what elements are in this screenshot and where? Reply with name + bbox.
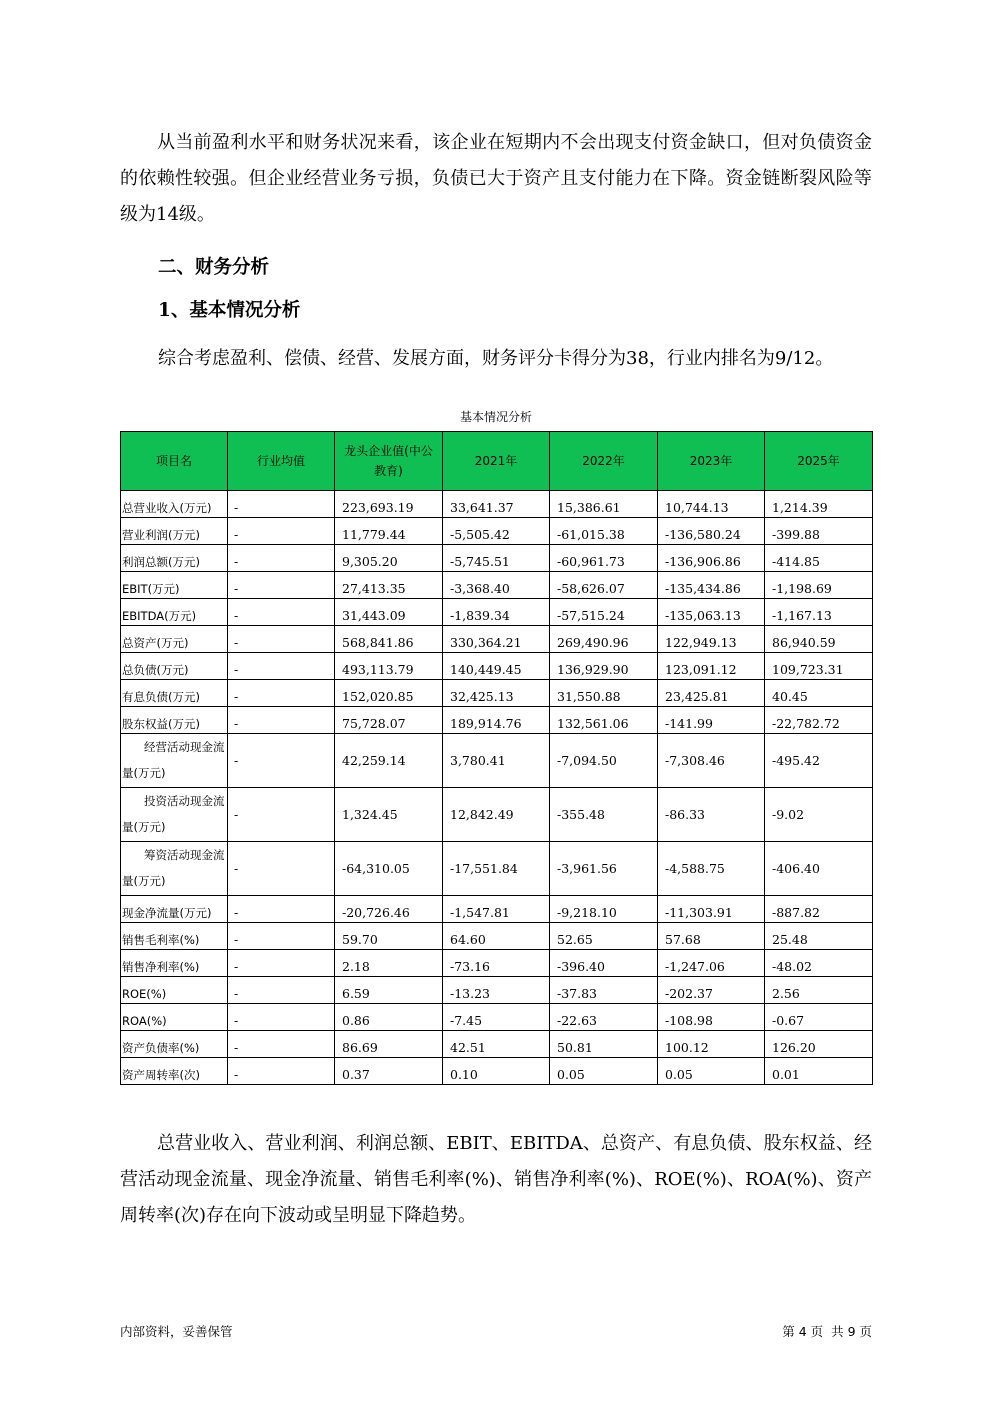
row-leader-value: 31,443.09 [335, 599, 443, 626]
row-industry-avg: - [228, 599, 335, 626]
row-2022: -7,094.50 [550, 734, 658, 788]
table-row [121, 1031, 873, 1058]
row-2025: -1,167.13 [765, 599, 873, 626]
row-2023: 57.68 [658, 923, 765, 950]
row-industry-avg: - [228, 788, 335, 842]
row-2025: 86,940.59 [765, 626, 873, 653]
row-2021: -17,551.84 [443, 842, 550, 896]
row-industry-avg: - [228, 842, 335, 896]
row-2023: -202.37 [658, 977, 765, 1004]
row-2025: 25.48 [765, 923, 873, 950]
row-2022: -60,961.73 [550, 545, 658, 572]
table-header-row [121, 432, 873, 491]
table-row [121, 950, 873, 977]
row-2023: -141.99 [658, 707, 765, 734]
row-2025: -48.02 [765, 950, 873, 977]
row-name: 股东权益(万元) [121, 707, 228, 734]
row-leader-value: 2.18 [335, 950, 443, 977]
row-2021: -3,368.40 [443, 572, 550, 599]
row-2025: -1,198.69 [765, 572, 873, 599]
row-industry-avg: - [228, 626, 335, 653]
row-name: 总资产(万元) [121, 626, 228, 653]
score-paragraph: 综合考虑盈利、偿债、经营、发展方面，财务评分卡得分为38，行业内排名为9/12。 [158, 348, 834, 369]
table-row [121, 572, 873, 599]
row-leader-value: 59.70 [335, 923, 443, 950]
header-item-name: 项目名 [121, 432, 228, 491]
table-row [121, 680, 873, 707]
table-body [121, 491, 873, 1085]
table-row [121, 545, 873, 572]
row-leader-value: 27,413.35 [335, 572, 443, 599]
row-2025: 126.20 [765, 1031, 873, 1058]
row-2025: -22,782.72 [765, 707, 873, 734]
row-2021: 64.60 [443, 923, 550, 950]
header-2021: 2021年 [443, 432, 550, 491]
row-2023: -108.98 [658, 1004, 765, 1031]
row-name: 营业利润(万元) [121, 518, 228, 545]
row-2025: -495.42 [765, 734, 873, 788]
row-name: 总营业收入(万元) [121, 491, 228, 518]
row-industry-avg: - [228, 680, 335, 707]
row-2022: -22.63 [550, 1004, 658, 1031]
row-2022: 50.81 [550, 1031, 658, 1058]
row-2022: 269,490.96 [550, 626, 658, 653]
row-2023: -135,063.13 [658, 599, 765, 626]
row-leader-value: 493,113.79 [335, 653, 443, 680]
row-2021: 3,780.41 [443, 734, 550, 788]
row-2021: 330,364.21 [443, 626, 550, 653]
row-industry-avg: - [228, 950, 335, 977]
row-2021: -1,839.34 [443, 599, 550, 626]
row-leader-value: 86.69 [335, 1031, 443, 1058]
subsection-heading: 1、基本情况分析 [158, 300, 301, 321]
header-2025: 2025年 [765, 432, 873, 491]
row-industry-avg: - [228, 896, 335, 923]
row-industry-avg: - [228, 518, 335, 545]
row-2021: 32,425.13 [443, 680, 550, 707]
row-2025: -406.40 [765, 842, 873, 896]
row-name: 投资活动现金流量(万元) [121, 788, 228, 842]
row-industry-avg: - [228, 923, 335, 950]
row-2021: 189,914.76 [443, 707, 550, 734]
row-2023: 123,091.12 [658, 653, 765, 680]
row-2021: 12,842.49 [443, 788, 550, 842]
row-industry-avg: - [228, 1004, 335, 1031]
row-2022: -396.40 [550, 950, 658, 977]
row-leader-value: 75,728.07 [335, 707, 443, 734]
row-industry-avg: - [228, 977, 335, 1004]
table-row [121, 977, 873, 1004]
row-2023: -1,247.06 [658, 950, 765, 977]
row-2025: 40.45 [765, 680, 873, 707]
row-leader-value: 9,305.20 [335, 545, 443, 572]
row-leader-value: 6.59 [335, 977, 443, 1004]
row-name: 总负债(万元) [121, 653, 228, 680]
row-leader-value: 568,841.86 [335, 626, 443, 653]
row-name: ROE(%) [121, 977, 228, 1004]
row-2023: -4,588.75 [658, 842, 765, 896]
row-2022: 0.05 [550, 1058, 658, 1085]
row-2021: -1,547.81 [443, 896, 550, 923]
row-name: 资产负债率(%) [121, 1031, 228, 1058]
row-2023: -86.33 [658, 788, 765, 842]
table-row [121, 896, 873, 923]
row-2023: -136,580.24 [658, 518, 765, 545]
table-row [121, 491, 873, 518]
table-row [121, 707, 873, 734]
row-2022: 132,561.06 [550, 707, 658, 734]
row-2025: -414.85 [765, 545, 873, 572]
header-2022: 2022年 [550, 432, 658, 491]
row-leader-value: 223,693.19 [335, 491, 443, 518]
header-leader-value: 龙头企业值(中公教育) [335, 432, 443, 491]
row-industry-avg: - [228, 1058, 335, 1085]
table-row [121, 788, 873, 842]
row-leader-value: 0.86 [335, 1004, 443, 1031]
row-2023: 122,949.13 [658, 626, 765, 653]
row-name: ROA(%) [121, 1004, 228, 1031]
row-name: 经营活动现金流量(万元) [121, 734, 228, 788]
table-row [121, 599, 873, 626]
row-2022: 31,550.88 [550, 680, 658, 707]
table-row [121, 734, 873, 788]
row-name: 现金净流量(万元) [121, 896, 228, 923]
row-2022: -58,626.07 [550, 572, 658, 599]
row-2022: -61,015.38 [550, 518, 658, 545]
header-industry-avg: 行业均值 [228, 432, 335, 491]
row-2021: 0.10 [443, 1058, 550, 1085]
row-2021: -73.16 [443, 950, 550, 977]
row-2022: -355.48 [550, 788, 658, 842]
row-2022: -37.83 [550, 977, 658, 1004]
row-2021: -7.45 [443, 1004, 550, 1031]
table-row [121, 842, 873, 896]
row-leader-value: 1,324.45 [335, 788, 443, 842]
row-industry-avg: - [228, 572, 335, 599]
row-2025: 0.01 [765, 1058, 873, 1085]
row-name: 销售毛利率(%) [121, 923, 228, 950]
financial-table [120, 431, 873, 1085]
row-name: 资产周转率(次) [121, 1058, 228, 1085]
row-2023: 23,425.81 [658, 680, 765, 707]
row-2021: 42.51 [443, 1031, 550, 1058]
row-leader-value: 11,779.44 [335, 518, 443, 545]
row-leader-value: -20,726.46 [335, 896, 443, 923]
row-2023: -11,303.91 [658, 896, 765, 923]
row-industry-avg: - [228, 491, 335, 518]
row-name: 有息负债(万元) [121, 680, 228, 707]
row-name: 筹资活动现金流量(万元) [121, 842, 228, 896]
table-row [121, 653, 873, 680]
trend-paragraph: 总营业收入、营业利润、利润总额、EBIT、EBITDA、总资产、有息负债、股东权益、经营活动现金流量、现金净流量、销售毛利率(%)、销售净利率(%)、ROE(%)、ROA(%)、资产周转率(次)存在向下波动或呈明显下降趋势。 [120, 1133, 872, 1226]
row-industry-avg: - [228, 653, 335, 680]
row-2025: 2.56 [765, 977, 873, 1004]
row-leader-value: 0.37 [335, 1058, 443, 1085]
row-2025: -0.67 [765, 1004, 873, 1031]
row-name: 利润总额(万元) [121, 545, 228, 572]
row-2022: -3,961.56 [550, 842, 658, 896]
table-row [121, 626, 873, 653]
row-2025: 1,214.39 [765, 491, 873, 518]
row-industry-avg: - [228, 734, 335, 788]
row-2025: -887.82 [765, 896, 873, 923]
row-name: EBITDA(万元) [121, 599, 228, 626]
row-2025: -399.88 [765, 518, 873, 545]
row-2023: -136,906.86 [658, 545, 765, 572]
row-industry-avg: - [228, 1031, 335, 1058]
row-2022: -9,218.10 [550, 896, 658, 923]
row-name: EBIT(万元) [121, 572, 228, 599]
footer-confidential-note: 内部资料，妥善保管 [120, 1324, 233, 1339]
footer-page-number: 第 4 页 共 9 页 [782, 1324, 872, 1339]
row-2022: 136,929.90 [550, 653, 658, 680]
row-2022: 52.65 [550, 923, 658, 950]
row-2023: 10,744.13 [658, 491, 765, 518]
row-2021: -5,745.51 [443, 545, 550, 572]
row-2021: 140,449.45 [443, 653, 550, 680]
row-2022: -57,515.24 [550, 599, 658, 626]
intro-paragraph: 从当前盈利水平和财务状况来看，该企业在短期内不会出现支付资金缺口，但对负债资金的依赖性较强。但企业经营业务亏损，负债已大于资产且支付能力在下降。资金链断裂风险等级为14级。 [120, 132, 872, 225]
row-name: 销售净利率(%) [121, 950, 228, 977]
row-leader-value: 152,020.85 [335, 680, 443, 707]
table-row [121, 518, 873, 545]
row-industry-avg: - [228, 707, 335, 734]
row-2021: 33,641.37 [443, 491, 550, 518]
table-row [121, 1004, 873, 1031]
section-heading: 二、财务分析 [158, 257, 270, 278]
table-caption: 基本情况分析 [459, 410, 532, 424]
row-leader-value: -64,310.05 [335, 842, 443, 896]
header-2023: 2023年 [658, 432, 765, 491]
row-2023: 0.05 [658, 1058, 765, 1085]
row-2023: -7,308.46 [658, 734, 765, 788]
row-industry-avg: - [228, 545, 335, 572]
row-2021: -5,505.42 [443, 518, 550, 545]
row-2023: -135,434.86 [658, 572, 765, 599]
row-2023: 100.12 [658, 1031, 765, 1058]
row-2025: 109,723.31 [765, 653, 873, 680]
table-row [121, 923, 873, 950]
row-2025: -9.02 [765, 788, 873, 842]
row-2022: 15,386.61 [550, 491, 658, 518]
row-2021: -13.23 [443, 977, 550, 1004]
table-row [121, 1058, 873, 1085]
row-leader-value: 42,259.14 [335, 734, 443, 788]
